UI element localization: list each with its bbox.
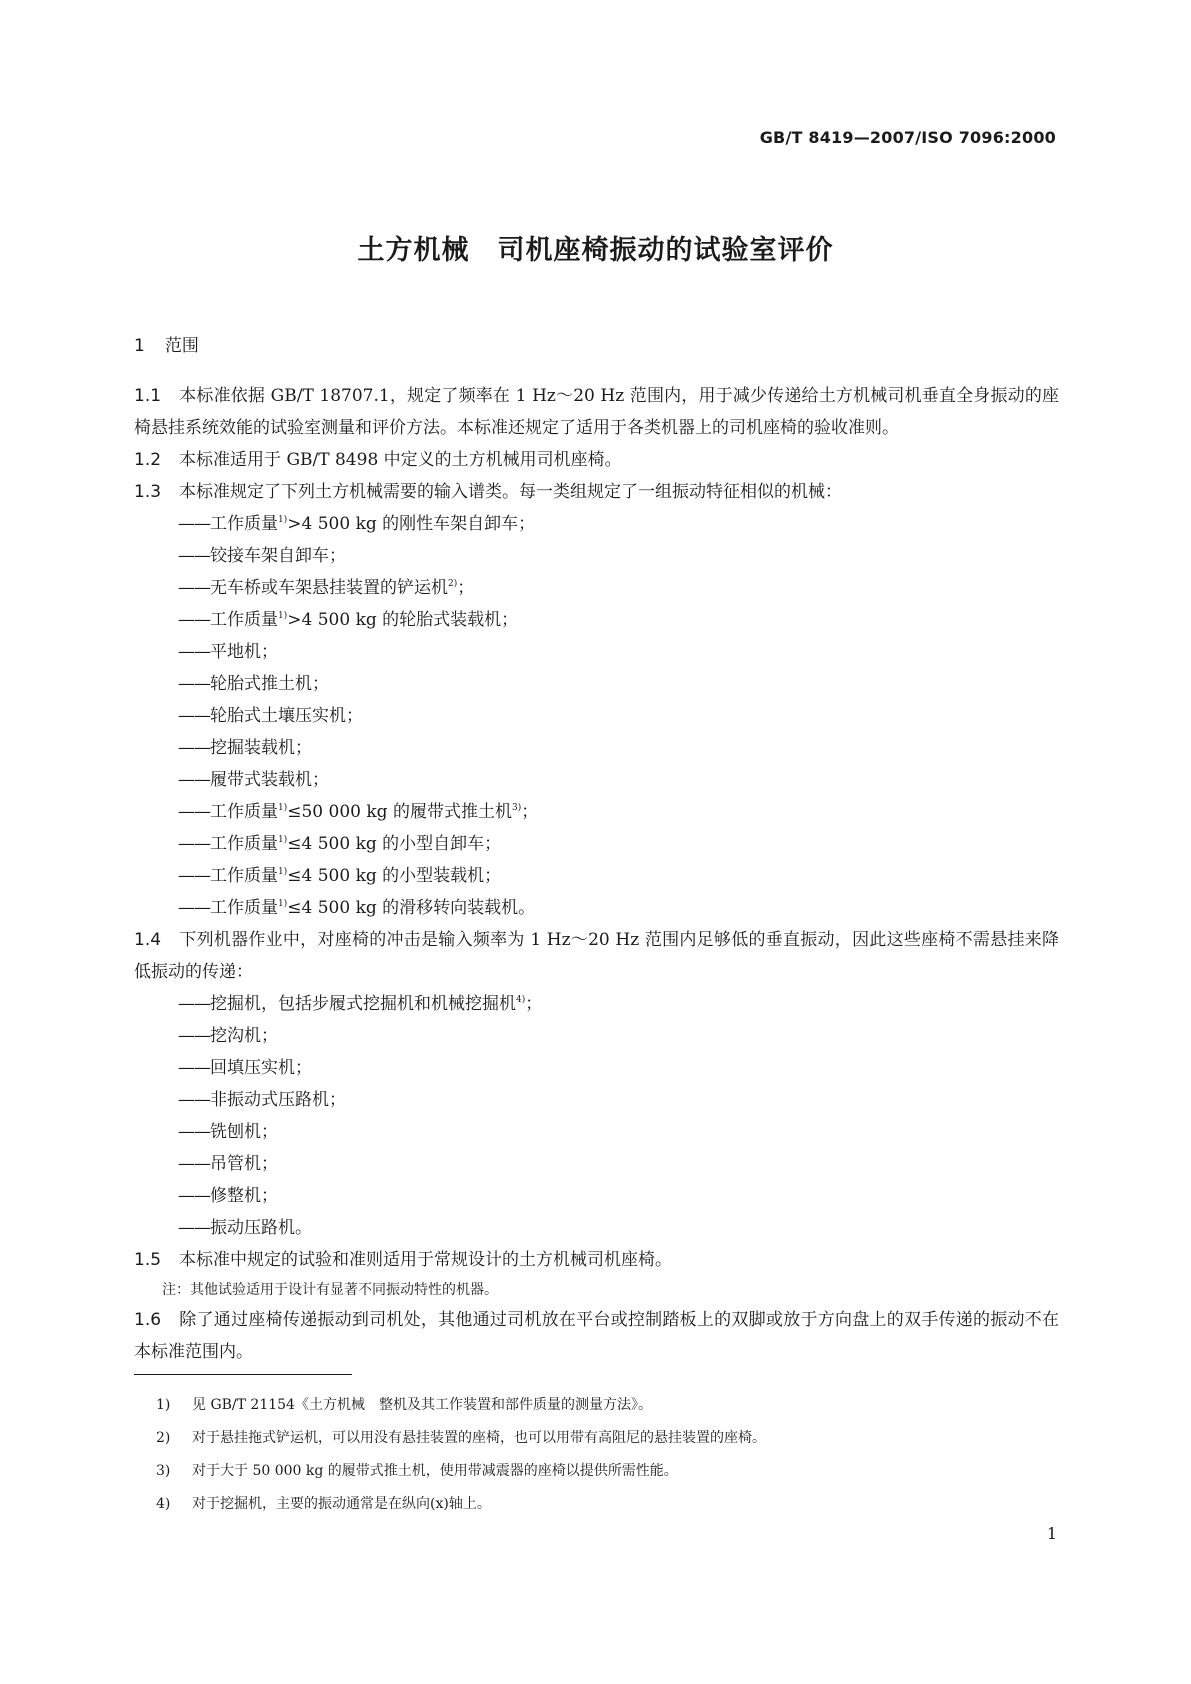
clause-number: 1.2: [134, 450, 162, 470]
footnote-mark: 3): [156, 1463, 171, 1479]
list-dash: ——: [178, 834, 210, 854]
list-item: [134, 764, 1059, 796]
clause-text: 本标准依据 GB/T 18707.1，规定了频率在 1 Hz～20 Hz 范围内，用于减少传递给土方机械司机垂直全身振动的座椅悬挂系统效能的试验室测量和评价方法。本标准还规定了适用于各类机器上的司机座椅的验收准则。: [134, 386, 1059, 438]
item-text: ；: [457, 578, 475, 598]
item-text: ；: [521, 802, 539, 822]
footnote-ref: 1): [278, 515, 288, 525]
item-text: 吊管机；: [210, 1154, 278, 1174]
item-text: 修整机；: [210, 1186, 278, 1206]
clause-1-1: [134, 380, 1059, 444]
footnote: [134, 1422, 1059, 1455]
item-text: 振动压路机。: [210, 1218, 312, 1238]
list-dash: ——: [178, 1186, 210, 1206]
clause-1-4: [134, 924, 1059, 988]
list-dash: ——: [178, 866, 210, 886]
list-dash: ——: [178, 674, 210, 694]
item-text: >4 500 kg 的刚性车架自卸车；: [287, 514, 536, 534]
clause-text: 本标准中规定的试验和准则适用于常规设计的土方机械司机座椅。: [179, 1250, 673, 1270]
list-item: [134, 828, 1059, 860]
footnote-text: 对于大于 50 000 kg 的履带式推土机，使用带减震器的座椅以提供所需性能。: [192, 1463, 678, 1479]
item-text: 工作质量: [210, 610, 278, 630]
section-number: 1: [134, 336, 145, 356]
list-item: [134, 540, 1059, 572]
clause-1-6: [134, 1304, 1059, 1368]
list-dash: ——: [178, 1122, 210, 1142]
item-text: 工作质量: [210, 834, 278, 854]
item-text: 回填压实机；: [210, 1058, 312, 1078]
list-item: [134, 1084, 1059, 1116]
item-text: 铣刨机；: [210, 1122, 278, 1142]
list-dash: ——: [178, 994, 210, 1014]
list-dash: ——: [178, 514, 210, 534]
item-text: 工作质量: [210, 514, 278, 534]
clause-1-3: [134, 476, 1059, 508]
footnote-divider: [134, 1374, 352, 1375]
list-item: [134, 732, 1059, 764]
clause-text: 本标准适用于 GB/T 8498 中定义的土方机械用司机座椅。: [179, 450, 622, 470]
item-text: ；: [525, 994, 543, 1014]
footnote-ref: 1): [278, 611, 288, 621]
list-dash: ——: [178, 1154, 210, 1174]
clause-text: 除了通过座椅传递振动到司机处，其他通过司机放在平台或控制踏板上的双脚或放于方向盘上的双手传递的振动不在本标准范围内。: [134, 1310, 1059, 1362]
item-text: 工作质量: [210, 898, 278, 918]
footnote-ref: 1): [278, 835, 288, 845]
item-text: 平地机；: [210, 642, 278, 662]
footnote: [134, 1389, 1059, 1422]
item-text: 铰接车架自卸车；: [210, 546, 346, 566]
item-text: ≤4 500 kg 的滑移转向装载机。: [287, 898, 536, 918]
item-text: 工作质量: [210, 866, 278, 886]
footnote-ref: 3): [511, 803, 522, 813]
footnote-mark: 2): [156, 1430, 171, 1446]
list-item: [134, 1212, 1059, 1244]
footnote: [134, 1455, 1059, 1488]
list-dash: ——: [178, 578, 210, 598]
machine-list-1-4: [134, 988, 1059, 1244]
item-text: ≤50 000 kg 的履带式推土机: [287, 802, 512, 822]
footnote-ref: 4): [516, 995, 526, 1005]
clause-number: 1.5: [134, 1250, 162, 1270]
list-item: [134, 668, 1059, 700]
footnote-ref: 1): [278, 899, 288, 909]
footnote-ref: 2): [448, 579, 458, 589]
list-item: [134, 1020, 1059, 1052]
list-item: [134, 1148, 1059, 1180]
clause-text: 下列机器作业中，对座椅的冲击是输入频率为 1 Hz～20 Hz 范围内足够低的垂直振动，因此这些座椅不需悬挂来降低振动的传递：: [134, 930, 1059, 982]
page-number: 1: [1046, 1524, 1057, 1543]
note: 注：其他试验适用于设计有显著不同振动特性的机器。: [162, 1282, 498, 1298]
list-item: [134, 860, 1059, 892]
list-dash: ——: [178, 802, 210, 822]
item-text: 轮胎式推土机；: [210, 674, 329, 694]
list-item: [134, 796, 1059, 828]
item-text: 工作质量: [210, 802, 278, 822]
list-dash: ——: [178, 898, 210, 918]
list-item: [134, 604, 1059, 636]
item-text: 无车桥或车架悬挂装置的铲运机: [210, 578, 448, 598]
list-dash: ——: [178, 546, 210, 566]
footnote-ref: 1): [278, 867, 288, 877]
list-dash: ——: [178, 706, 210, 726]
list-dash: ——: [178, 1218, 210, 1238]
list-dash: ——: [178, 610, 210, 630]
list-item: [134, 988, 1059, 1020]
document-title: 土方机械 司机座椅振动的试验室评价: [357, 235, 834, 266]
list-item: [134, 636, 1059, 668]
footnote-mark: 4): [156, 1496, 171, 1512]
list-item: [134, 892, 1059, 924]
clause-number: 1.6: [134, 1310, 162, 1330]
clause-number: 1.3: [134, 482, 162, 502]
list-dash: ——: [178, 738, 210, 758]
item-text: 轮胎式土壤压实机；: [210, 706, 363, 726]
item-text: ≤4 500 kg 的小型自卸车；: [287, 834, 502, 854]
clause-1-5: [134, 1244, 1059, 1276]
clause-text: 本标准规定了下列土方机械需要的输入谱类。每一类组规定了一组振动特征相似的机械：: [179, 482, 843, 502]
list-dash: ——: [178, 1058, 210, 1078]
clause-number: 1.1: [134, 386, 162, 406]
item-text: 履带式装载机；: [210, 770, 329, 790]
document-body: [134, 330, 1059, 1521]
footnote-mark: 1): [156, 1397, 171, 1413]
item-text: 挖掘装载机；: [210, 738, 312, 758]
footnote-text: 见 GB/T 21154《土方机械 整机及其工作装置和部件质量的测量方法》。: [192, 1397, 652, 1413]
list-dash: ——: [178, 642, 210, 662]
list-item: [134, 1116, 1059, 1148]
item-text: ≤4 500 kg 的小型装载机；: [287, 866, 502, 886]
footnote-text: 对于悬挂拖式铲运机，可以用没有悬挂装置的座椅，也可以用带有高阻尼的悬挂装置的座椅。: [192, 1430, 766, 1446]
footnote-text: 对于挖掘机，主要的振动通常是在纵向(x)轴上。: [192, 1496, 491, 1512]
list-item: [134, 508, 1059, 540]
list-item: [134, 1180, 1059, 1212]
list-item: [134, 572, 1059, 604]
item-text: >4 500 kg 的轮胎式装载机；: [287, 610, 519, 630]
list-dash: ——: [178, 1026, 210, 1046]
list-dash: ——: [178, 1090, 210, 1110]
clause-1-2: [134, 444, 1059, 476]
standard-number: GB/T 8419—2007/ISO 7096:2000: [759, 128, 1056, 147]
item-text: 挖沟机；: [210, 1026, 278, 1046]
item-text: 挖掘机，包括步履式挖掘机和机械挖掘机: [210, 994, 516, 1014]
section-heading: [134, 330, 1059, 362]
item-text: 非振动式压路机；: [210, 1090, 346, 1110]
footnote-ref: 1): [278, 803, 288, 813]
machine-list-1-3: [134, 508, 1059, 924]
list-item: [134, 700, 1059, 732]
list-item: [134, 1052, 1059, 1084]
section-title: 范围: [164, 336, 199, 356]
footnote: [134, 1488, 1059, 1521]
clause-number: 1.4: [134, 930, 162, 950]
list-dash: ——: [178, 770, 210, 790]
footnotes: [134, 1389, 1059, 1521]
